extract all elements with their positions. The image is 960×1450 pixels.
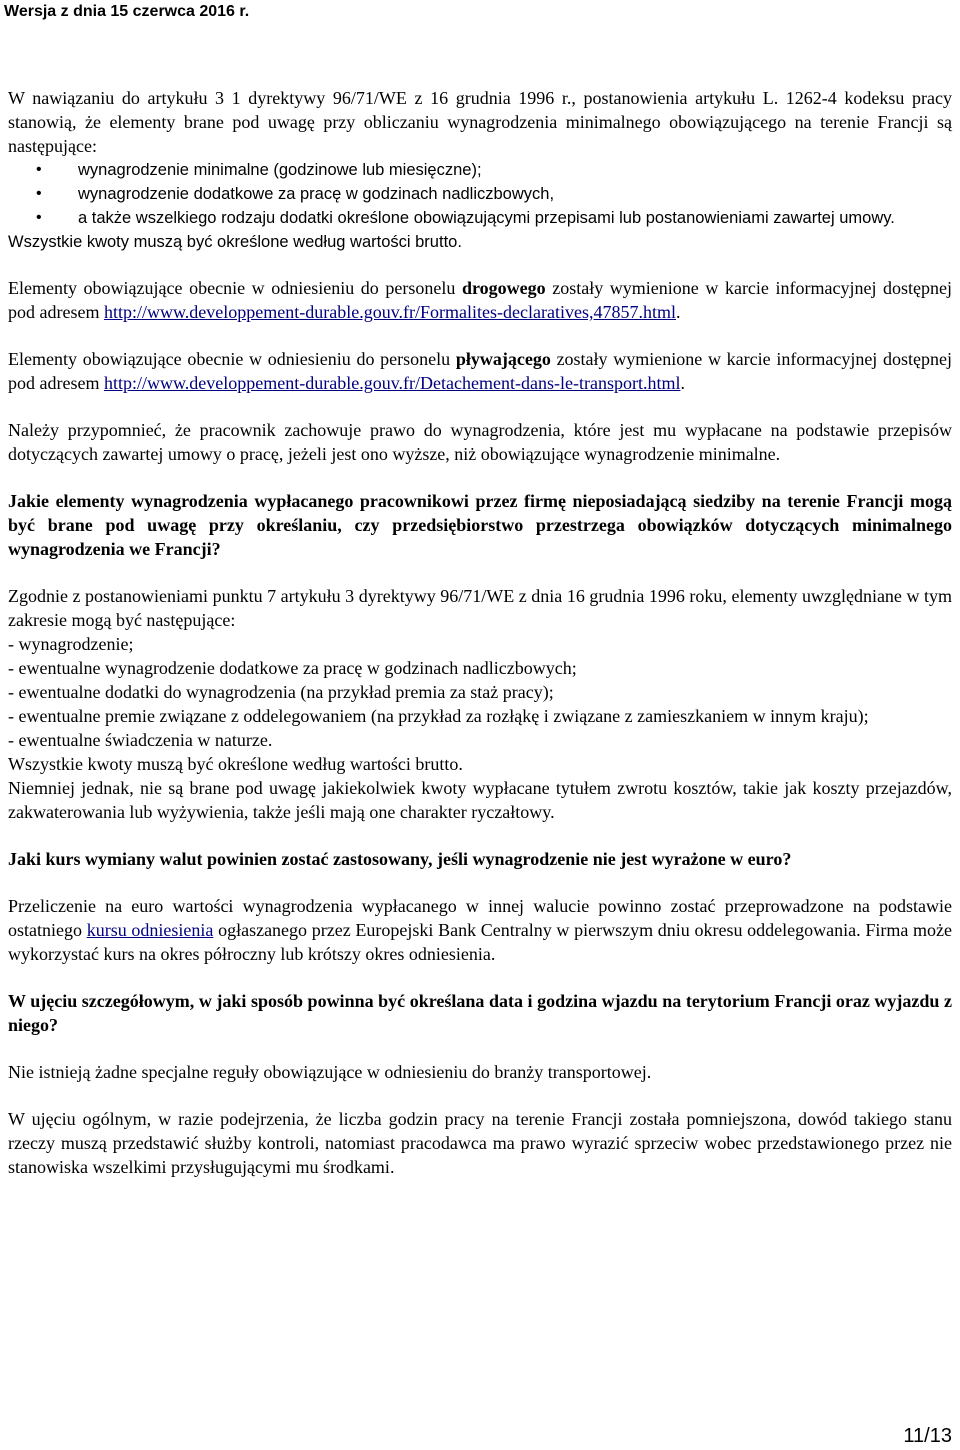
document-body	[8, 86, 952, 1179]
list-item: • wynagrodzenie dodatkowe za pracę w godzinach nadliczbowych,	[8, 182, 952, 206]
list-item: • wynagrodzenie minimalne (godzinowe lub miesięczne);	[8, 158, 952, 182]
floating-personnel-paragraph: Elementy obowiązujące obecnie w odniesieniu do personelu pływającego zostały wymienione w karcie informacyjnej dostępnej pod adresem http://www.developpement-durable.gouv.fr/Detachement-dans-le-transport.html.	[8, 349, 953, 393]
exchange-rate-paragraph: Przeliczenie na euro wartości wynagrodzenia wypłacanego w innej walucie powinno zostać przeprowadzone na podstawie ostatniego kursu odniesienia ogłaszanego przez Europejski Bank Centralny w pierwszym dniu okresu oddelegowania. Firma może wykorzystać kurs na okres półroczny lub krótszy okres odniesienia.	[8, 896, 953, 964]
list-item: - wynagrodzenie;	[8, 634, 134, 654]
bullet-icon: •	[36, 185, 42, 202]
bullet-icon: •	[36, 161, 42, 178]
gross-amount-note: Wszystkie kwoty muszą być określone według wartości brutto.	[8, 233, 462, 251]
list-item: - ewentualne premie związane z oddelegowaniem (na przykład za rozłąkę i związane z zamieszkaniem w innym kraju);	[8, 706, 869, 726]
bullet-icon: •	[36, 209, 42, 226]
list-item: - ewentualne dodatki do wynagrodzenia (na przykład premia za staż pracy);	[8, 682, 554, 702]
floating-info-link[interactable]: http://www.developpement-durable.gouv.fr/Detachement-dans-le-transport.html	[103, 373, 681, 393]
road-personnel-paragraph: Elementy obowiązujące obecnie w odniesieniu do personelu drogowego zostały wymienione w karcie informacyjnej dostępnej pod adresem http://www.developpement-durable.gouv.fr/Formalites-declaratives,47857.html.	[8, 278, 953, 322]
question-heading: Jakie elementy wynagrodzenia wypłacanego pracownikowi przez firmę nieposiadającą siedziby na terenie Francji mogą być brane pod uwagę przy określaniu, czy przedsiębiorstwo przestrzega obowiązków dotyczących minimalnego wynagrodzenia we Francji?	[8, 491, 952, 559]
road-keyword: drogowego	[461, 278, 546, 298]
floating-keyword: pływającego	[455, 349, 551, 369]
intro-bullet-list	[8, 158, 952, 230]
list-item: - ewentualne świadczenia w naturze.	[8, 730, 273, 750]
reference-rate-link[interactable]: kursu odniesienia	[86, 920, 214, 940]
exclusion-paragraph: Niemniej jednak, nie są brane pod uwagę jakiekolwiek kwoty wypłacane tytułem zwrotu kosztów, takie jak koszty przejazdów, zakwaterowania lub wyżywienia, także jeśli mają one charakter ryczałtowy.	[8, 778, 952, 822]
reminder-paragraph: Należy przypomnieć, że pracownik zachowuje prawo do wynagrodzenia, które jest mu wypłacane na podstawie przepisów dotyczących zawartej umowy o pracę, jeżeli jest ono wyższe, niż obowiązujące wynagrodzenie minimalne.	[8, 420, 952, 464]
answer-paragraph: Nie istnieją żadne specjalne reguły obowiązujące w odniesieniu do branży transportowej.	[8, 1062, 652, 1082]
answer-paragraph: W ujęciu ogólnym, w razie podejrzenia, że liczba godzin pracy na terenie Francji została pomniejszona, dowód takiego stanu rzeczy muszą przedstawić służby kontroli, natomiast pracodawca ma prawo wyrazić sprzeciw wobec przedstawionego przez nie stanowiska wszelkimi przysługującymi mu środkami.	[8, 1109, 952, 1177]
intro-paragraph: W nawiązaniu do artykułu 3 1 dyrektywy 96/71/WE z 16 grudnia 1996 r., postanowienia artykułu L. 1262-4 kodeksu pracy stanowią, że elementy brane pod uwagę przy obliczaniu wynagrodzenia minimalnego obowiązującego na terenie Francji są następujące:	[8, 88, 952, 156]
list-item: • a także wszelkiego rodzaju dodatki określone obowiązującymi przepisami lub postanowieniami zawartej umowy.	[8, 206, 952, 230]
page-number: 11/13	[903, 1425, 952, 1447]
gross-amount-note: Wszystkie kwoty muszą być określone według wartości brutto.	[8, 754, 463, 774]
list-item: - ewentualne wynagrodzenie dodatkowe za pracę w godzinach nadliczbowych;	[8, 658, 577, 678]
question-heading: W ujęciu szczegółowym, w jaki sposób powinna być określana data i godzina wjazdu na terytorium Francji oraz wyjazdu z niego?	[8, 991, 952, 1035]
question-heading: Jaki kurs wymiany walut powinien zostać zastosowany, jeśli wynagrodzenie nie jest wyrażone w euro?	[8, 849, 792, 869]
directive-paragraph: Zgodnie z postanowieniami punktu 7 artykułu 3 dyrektywy 96/71/WE z dnia 16 grudnia 1996 roku, elementy uwzględniane w tym zakresie mogą być następujące:	[8, 586, 952, 630]
road-info-link[interactable]: http://www.developpement-durable.gouv.fr/Formalites-declaratives,47857.html	[103, 302, 676, 322]
version-header: Wersja z dnia 15 czerwca 2016 r.	[4, 3, 250, 20]
